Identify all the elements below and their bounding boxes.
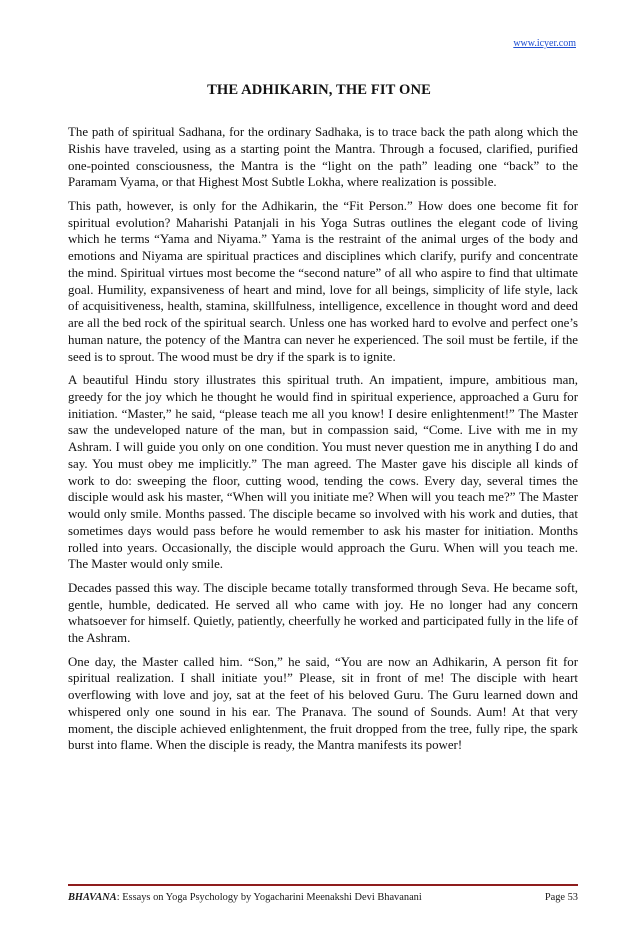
paragraph-4: Decades passed this way. The disciple became totally transformed through Seva. He became soft, gentle, humble, dedicated. He served all who came with joy. He no longer had any concern whatsoever for himself. Quietly, patiently, cheerfully he worked and participated fully in the life of the Ashram. <box>68 580 578 646</box>
article-body <box>68 124 578 761</box>
header-website-link[interactable]: www.icyer.com <box>513 38 576 49</box>
page-footer <box>68 884 578 903</box>
footer-book-subtitle: : Essays on Yoga Psychology by Yogacharini Meenakshi Devi Bhavanani <box>116 892 422 903</box>
footer-book-title: BHAVANA <box>68 892 117 903</box>
paragraph-2: This path, however, is only for the Adhikarin, the “Fit Person.” How does one become fit for spiritual evolution? Maharishi Patanjali in his Yoga Sutras outlines the elegant code of living which he terms “Yama and Niyama.” Yama is the restraint of the animal urges of the body and emotions and Niyama are spiritual practices and disciplines which clarify, purify and concentrate the mind. Spiritual virtues most become the “second nature” of all who aspire to find that ultimate goal. Humility, expansiveness of heart and mind, love for all beings, simplicity of life style, lack of acquisitiveness, health, stamina, skillfulness, intelligence, excellence in thought word and deed are all the bed rock of the spiritual search. Unless one has worked hard to evolve and perfect one’s human nature, the potency of the Mantra can never he experienced. The soil must be fertile, if the seed is to sprout. The wood must be dry if the spark is to ignite. <box>68 198 578 364</box>
paragraph-5: One day, the Master called him. “Son,” he said, “You are now an Adhikarin, A person fit for spiritual realization. I shall initiate you!” Please, sit in front of me! The disciple with heart overflowing with love and joy, sat at the feet of his beloved Guru. The Guru learned down and whispered only one sound in his ear. The Pranava. The sound of Sounds. Aum! At that very moment, the disciple achieved enlightenment, the fruit dropped from the tree, fully ripe, the spark burst into flame. When the disciple is ready, the Mantra manifests its power! <box>68 654 578 753</box>
footer-page-number: Page 53 <box>544 892 578 903</box>
page-title: THE ADHIKARIN, THE FIT ONE <box>207 82 431 98</box>
paragraph-1: The path of spiritual Sadhana, for the ordinary Sadhaka, is to trace back the path along which the Rishis have traveled, using as a starting point the Mantra. Through a focused, clarified, purified one-pointed consciousness, the Mantra is the “light on the path” leading one “back” to the Paramam Vyama, or that Highest Most Subtle Lokha, where realization is possible. <box>68 125 578 190</box>
footer-book-info <box>68 892 422 903</box>
paragraph-3: A beautiful Hindu story illustrates this spiritual truth. An impatient, impure, ambitious man, greedy for the joy which he thought he would find in spiritual experience, approached a Guru for initiation. “Master,” he said, “please teach me all you know! I desire enlightenment!” The Master saw the undeveloped nature of the man, but in compassion said, “Come. Live with me in my Ashram. I will guide you only on one condition. You must never question me in anything I do and say. You must obey me implicitly.” The man agreed. The Master gave his disciple all kinds of work to do: sweeping the floor, cutting wood, tending the cows. Every day, several times the disciple would ask his master, “When will you initiate me? When will you teach me?” The Master would only smile. Months passed. The disciple became so involved with his work and duties, that sometimes days would pass before he would remember to ask his master for initiation. Months rolled into years. Occasionally, the disciple would approach the Guru. When will you teach me. The Master would only smile. <box>68 373 578 572</box>
